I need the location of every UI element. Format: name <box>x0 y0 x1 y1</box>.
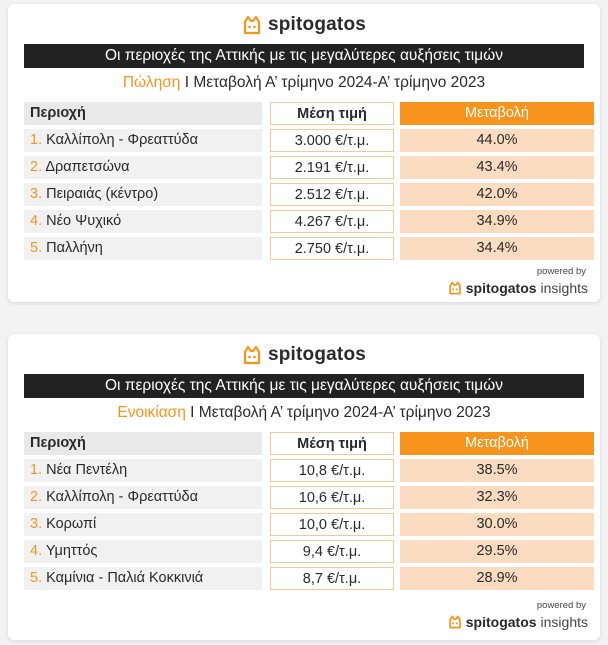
area-name: Υμηττός <box>45 543 98 559</box>
table-row <box>24 210 596 237</box>
table-row <box>24 513 596 540</box>
insights-brand: spitogatos <box>465 280 537 296</box>
row-index: 5. <box>30 240 43 256</box>
column-header-change: Μεταβολή <box>400 102 594 125</box>
table-title: Οι περιοχές της Αττικής με τις μεγαλύτερες αυξήσεις τιμών <box>24 374 584 398</box>
change-cell: 29.5% <box>400 540 594 563</box>
area-cell <box>24 540 262 563</box>
powered-by-label: powered by <box>536 600 586 611</box>
table-row <box>24 540 596 567</box>
column-header-price: Μέση τιμή <box>270 432 394 455</box>
insights-brand: spitogatos <box>465 614 537 630</box>
row-index: 2. <box>30 159 43 175</box>
subtitle-type: Ενοικίαση <box>117 404 186 421</box>
change-cell: 34.4% <box>400 237 594 260</box>
rent-card <box>8 334 600 640</box>
column-header-price: Μέση τιμή <box>270 102 394 125</box>
table-subtitle <box>8 72 600 94</box>
area-cell <box>24 486 262 509</box>
data-table <box>24 432 596 594</box>
column-header-area: Περιοχή <box>24 102 262 125</box>
area-cell <box>24 459 262 482</box>
insights-logo <box>448 280 588 296</box>
table-row <box>24 567 596 594</box>
area-cell <box>24 210 262 233</box>
price-cell: 4.267 €/τ.μ. <box>270 210 394 233</box>
row-index: 5. <box>30 570 43 586</box>
row-index: 3. <box>30 186 43 202</box>
area-name: Πειραιάς (κέντρο) <box>46 186 159 202</box>
area-name: Παλλήνη <box>46 240 103 256</box>
area-cell <box>24 237 262 260</box>
brand-name: spitogatos <box>267 344 367 365</box>
cat-logo-small-icon <box>448 281 462 295</box>
area-name: Νέο Ψυχικό <box>46 213 122 229</box>
price-cell: 2.191 €/τ.μ. <box>270 156 394 179</box>
row-index: 3. <box>30 516 43 532</box>
brand-header <box>8 342 600 368</box>
subtitle-period: Ι Μεταβολή Α’ τρίμηνο 2024-Α’ τρίμηνο 2023 <box>185 404 491 421</box>
insights-word: insights <box>540 614 588 630</box>
table-header-row <box>24 102 596 129</box>
subtitle-type: Πώληση <box>122 74 181 91</box>
price-cell: 3.000 €/τ.μ. <box>270 129 394 152</box>
price-cell: 2.512 €/τ.μ. <box>270 183 394 206</box>
table-row <box>24 183 596 210</box>
table-row <box>24 237 596 264</box>
row-index: 2. <box>30 489 43 505</box>
change-cell: 38.5% <box>400 459 594 482</box>
data-table <box>24 102 596 264</box>
table-row <box>24 459 596 486</box>
change-cell: 30.0% <box>400 513 594 536</box>
change-cell: 32.3% <box>400 486 594 509</box>
row-index: 4. <box>30 213 43 229</box>
brand-header <box>8 12 600 38</box>
price-cell: 10,0 €/τ.μ. <box>270 513 394 536</box>
price-cell: 9,4 €/τ.μ. <box>270 540 394 563</box>
column-header-area: Περιοχή <box>24 432 262 455</box>
sale-card <box>8 4 600 302</box>
change-cell: 34.9% <box>400 210 594 233</box>
area-name: Νέα Πεντέλη <box>46 462 128 478</box>
subtitle-period: Ι Μεταβολή Α’ τρίμηνο 2024-Α’ τρίμηνο 2023 <box>180 74 486 91</box>
table-row <box>24 486 596 513</box>
table-row <box>24 156 596 183</box>
cat-logo-icon <box>242 345 262 365</box>
area-name: Καλλίπολη - Φρεαττύδα <box>46 489 199 505</box>
area-name: Δραπετσώνα <box>45 159 130 175</box>
row-index: 1. <box>30 132 43 148</box>
change-cell: 42.0% <box>400 183 594 206</box>
area-name: Κορωπί <box>46 516 97 532</box>
area-cell <box>24 513 262 536</box>
area-cell <box>24 156 262 179</box>
table-title: Οι περιοχές της Αττικής με τις μεγαλύτερες αυξήσεις τιμών <box>24 44 584 68</box>
change-cell: 43.4% <box>400 156 594 179</box>
row-index: 1. <box>30 462 43 478</box>
price-cell: 10,8 €/τ.μ. <box>270 459 394 482</box>
insights-word: insights <box>540 280 588 296</box>
cat-logo-icon <box>242 15 262 35</box>
table-subtitle <box>8 402 600 424</box>
change-cell: 44.0% <box>400 129 594 152</box>
price-cell: 8,7 €/τ.μ. <box>270 567 394 590</box>
area-cell <box>24 129 262 152</box>
area-cell <box>24 183 262 206</box>
area-cell <box>24 567 262 590</box>
powered-by-label: powered by <box>536 266 586 277</box>
brand-name: spitogatos <box>267 14 367 35</box>
table-header-row <box>24 432 596 459</box>
column-header-change: Μεταβολή <box>400 432 594 455</box>
price-cell: 2.750 €/τ.μ. <box>270 237 394 260</box>
insights-logo <box>448 614 588 630</box>
table-row <box>24 129 596 156</box>
area-name: Καλλίπολη - Φρεαττύδα <box>46 132 199 148</box>
row-index: 4. <box>30 543 43 559</box>
price-cell: 10,6 €/τ.μ. <box>270 486 394 509</box>
cat-logo-small-icon <box>448 615 462 629</box>
change-cell: 28.9% <box>400 567 594 590</box>
area-name: Καμίνια - Παλιά Κοκκινιά <box>46 570 204 586</box>
